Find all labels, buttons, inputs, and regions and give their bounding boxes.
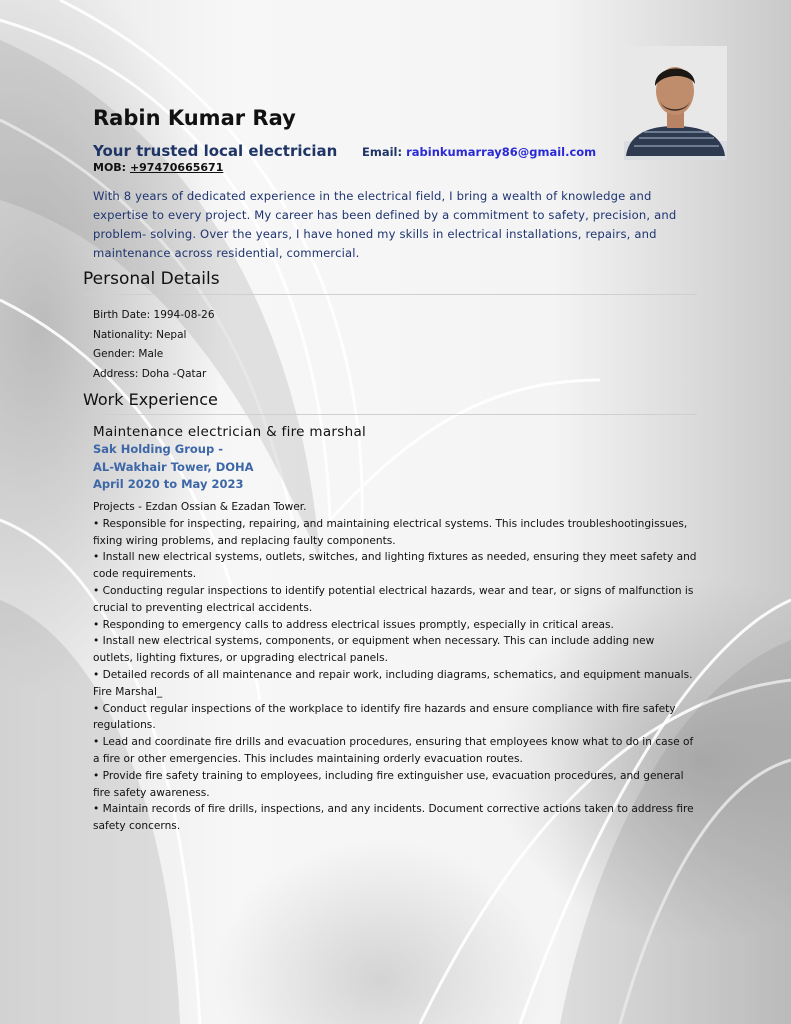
divider [83,414,697,415]
gender: Gender: Male [93,348,164,360]
tagline: Your trusted local electrician [93,142,338,160]
candidate-name: Rabin Kumar Ray [93,106,296,130]
personal-details-list [93,309,215,387]
profile-photo [624,46,727,160]
list-item: • Provide fire safety training to employees, including fire extinguisher use, evacuation procedures, and general fire safety awareness. [93,769,684,799]
mobile-line [93,161,223,174]
list-item: • Responding to emergency calls to address electrical issues promptly, especially in critical areas. [93,618,614,631]
list-item: • Install new electrical systems, outlets, switches, and lighting fixtures as needed, ensuring they meet safety and code requirements. [93,551,697,581]
fire-marshal-heading: Fire Marshal_ [93,685,163,698]
address: Address: Doha -Qatar [93,367,207,380]
list-item: • Install new electrical systems, components, or equipment when necessary. This can include adding new outlets, lighting fixtures, or upgrading electrical panels. [93,635,655,665]
mobile-link[interactable]: +97470665671 [129,161,224,174]
list-item: • Detailed records of all maintenance and repair work, including diagrams, schematics, and equipment manuals. [93,668,693,681]
work-experience-heading: Work Experience [83,390,218,409]
company-block [93,441,254,494]
job-dates: April 2020 to May 2023 [93,477,244,491]
list-item: • Lead and coordinate fire drills and evacuation procedures, ensuring that employees know what to do in case of a fire or other emergencies. This includes maintaining orderly evacuation routes. [93,736,694,765]
mobile-label: MOB: [93,161,127,174]
email-link[interactable]: rabinkumarray86@gmail.com [406,145,597,159]
list-item: • Conduct regular inspections of the workplace to identify fire hazards and ensure compliance with fire safety regulations. [93,702,676,732]
email-label: Email: [362,145,403,159]
summary: With 8 years of dedicated experience in the electrical field, I bring a wealth of knowledge and expertise to every project. My career has been defined by a commitment to safety, precision, and problem- solving. Over the years, I have honed my skills in electrical installations, repairs, and maintenance across residential, commercial. [93,189,677,260]
projects-line: Projects - Ezdan Ossian & Ezadan Tower. [93,501,307,513]
company-name: Sak Holding Group - [93,442,223,456]
list-item: • Responsible for inspecting, repairing, and maintaining electrical systems. This includes troubleshootingissues, fixing wiring problems, and replacing faulty components. [93,517,688,547]
divider [83,294,697,295]
job-title: Maintenance electrician & fire marshal [93,424,367,440]
email-line [362,145,596,159]
birth-date: Birth Date: 1994-08-26 [93,309,215,321]
list-item: • Maintain records of fire drills, inspections, and any incidents. Document corrective actions taken to address fire safety concerns. [93,803,694,833]
personal-details-heading: Personal Details [83,269,220,289]
job-description [93,499,697,835]
nationality: Nationality: Nepal [93,328,187,341]
company-location: AL-Wakhair Tower, DOHA [93,459,254,474]
list-item: • Conducting regular inspections to identify potential electrical hazards, wear and tear, or signs of malfunction is crucial to preventing electrical accidents. [93,584,694,614]
